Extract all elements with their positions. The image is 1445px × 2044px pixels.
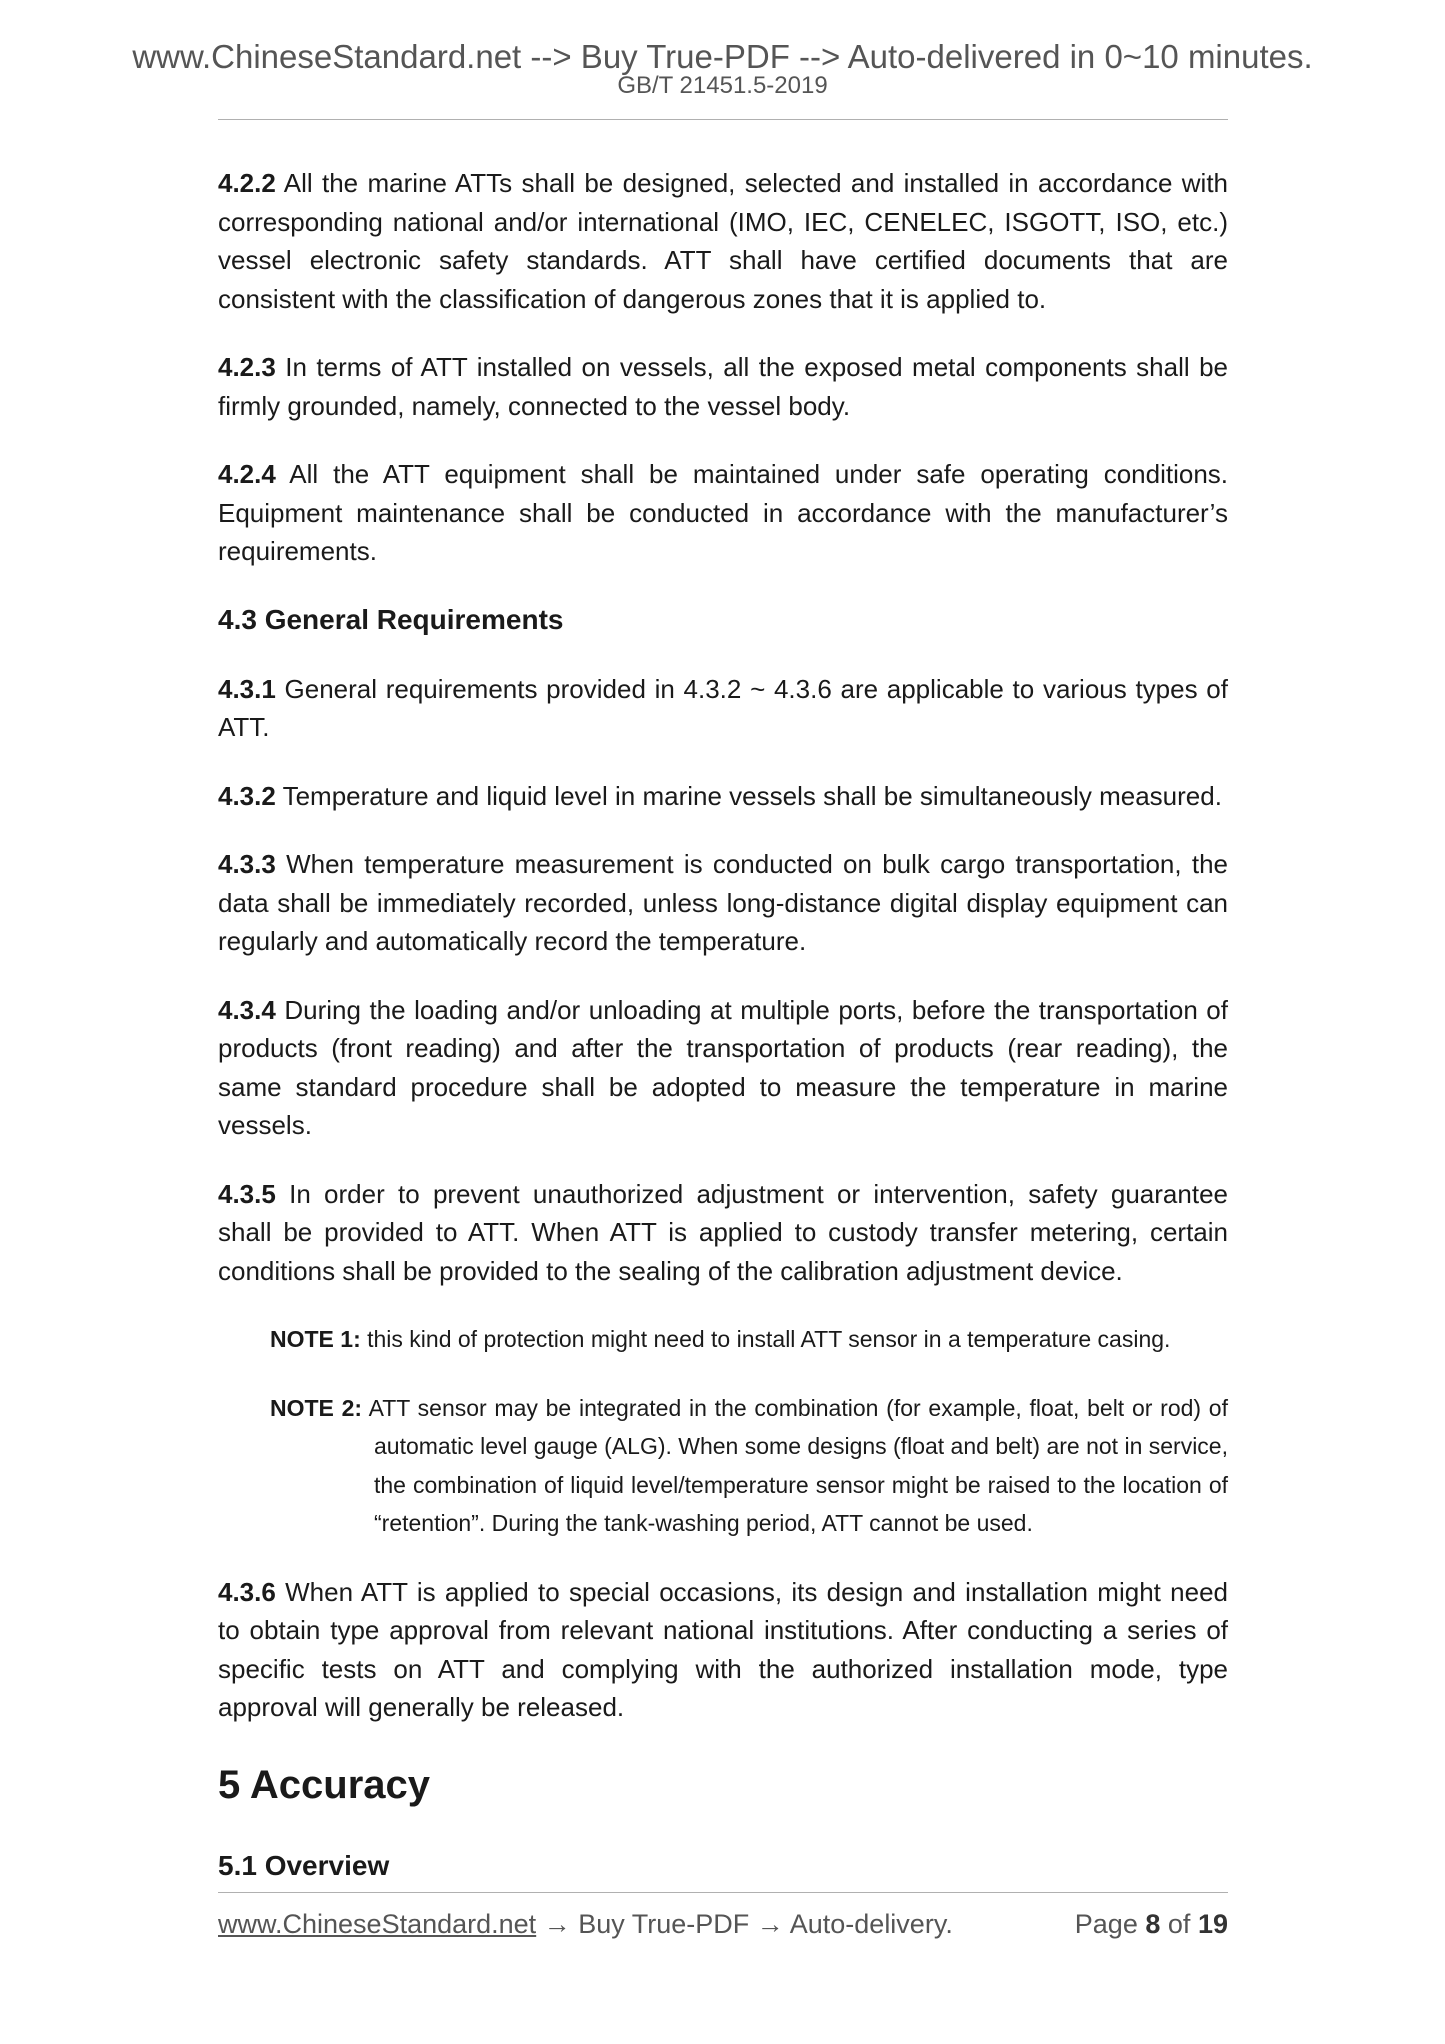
- page-word: Page: [1074, 1909, 1138, 1939]
- footer-link[interactable]: www.ChineseStandard.net: [218, 1909, 537, 1939]
- clause-number: 4.3.5: [218, 1178, 276, 1209]
- page-current: 8: [1145, 1909, 1161, 1939]
- clause-4-2-4: [218, 455, 1228, 571]
- clause-text: When ATT is applied to special occasions, its design and installation might need to obtain type approval from relevant national institutions. After conducting a series of specific tests on ATT and complying with the authorized installation mode, type approval will generally be released.: [218, 1576, 1228, 1722]
- note-label: NOTE 2:: [270, 1394, 363, 1421]
- heading-5-1: 5.1 Overview: [218, 1849, 390, 1881]
- note-1: [270, 1320, 1228, 1359]
- clause-number: 4.2.4: [218, 459, 276, 489]
- clause-text: In order to prevent unauthorized adjustment or intervention, safety guarantee shall be provided to ATT. When ATT is applied to custody transfer metering, certain conditions shall be provided to the sealing of the calibration adjustment device.: [218, 1178, 1228, 1286]
- clause-4-3-6: [218, 1573, 1228, 1727]
- footer-divider: [218, 1892, 1228, 1893]
- clause-4-3-4: [218, 991, 1228, 1145]
- page-content: [218, 164, 1228, 1916]
- clause-number: 4.3.2: [218, 780, 276, 811]
- note-text: ATT sensor may be integrated in the combination (for example, float, belt or rod) of automatic level gauge (ALG). When some designs (float and belt) are not in service, the combination of liquid level/temperature sensor might be raised to the location of “retention”. During the tank-washing period, ATT cannot be used.: [362, 1394, 1228, 1536]
- heading-5: 5 Accuracy: [218, 1762, 430, 1807]
- note-text: this kind of protection might need to install ATT sensor in a temperature casing.: [360, 1326, 1171, 1352]
- clause-text: All the ATT equipment shall be maintained under safe operating conditions. Equipment maintenance shall be conducted in accordance with the manufacturer’s requirements.: [218, 459, 1228, 566]
- page-indicator: [1075, 1909, 1228, 1940]
- of-word: of: [1167, 1909, 1191, 1939]
- clause-number: 4.3.3: [218, 849, 276, 879]
- clause-number: 4.3.4: [218, 994, 276, 1025]
- note-2: [270, 1389, 1228, 1543]
- clause-number: 4.3.6: [218, 1576, 276, 1607]
- page-total: 19: [1197, 1909, 1228, 1939]
- standard-number: GB/T 21451.5-2019: [617, 72, 828, 99]
- page-footer: [218, 1909, 1228, 1940]
- footer-tagline: → Buy True-PDF → Auto-delivery.: [536, 1909, 953, 1939]
- clause-text: In terms of ATT installed on vessels, all the exposed metal components shall be firmly grounded, namely, connected to the vessel body.: [218, 352, 1228, 421]
- clause-text: When temperature measurement is conducted on bulk cargo transportation, the data shall be immediately recorded, unless long-distance digital display equipment can regularly and automatically record the temperature.: [218, 849, 1228, 956]
- clause-4-2-3: [218, 348, 1228, 425]
- heading-4-3: 4.3 General Requirements: [218, 603, 564, 635]
- clause-text: All the marine ATTs shall be designed, selected and installed in accordance with corresponding national and/or international (IMO, IEC, CENELEC, ISGOTT, ISO, etc.) vessel electronic safety standards. ATT shall have certified documents that are consistent with the classification of dangerous zones that it is applied to.: [218, 168, 1228, 314]
- clause-4-3-5: [218, 1175, 1228, 1291]
- note-label: NOTE 1:: [270, 1326, 361, 1352]
- clause-text: Temperature and liquid level in marine vessels shall be simultaneously measured.: [275, 780, 1222, 811]
- header-divider: [218, 119, 1228, 120]
- clause-4-2-2: [218, 164, 1228, 318]
- clause-number: 4.2.2: [218, 168, 276, 198]
- clause-4-3-3: [218, 845, 1228, 961]
- clause-number: 4.2.3: [218, 352, 276, 382]
- site-banner[interactable]: www.ChineseStandard.net --> Buy True-PDF --> Auto-delivered in 0~10 minutes.: [132, 38, 1313, 75]
- clause-text: During the loading and/or unloading at multiple ports, before the transportation of products (front reading) and after the transportation of products (rear reading), the same standard procedure shall be adopted to measure the temperature in marine vessels.: [218, 994, 1228, 1140]
- clause-number: 4.3.1: [218, 673, 276, 704]
- clause-text: General requirements provided in 4.3.2 ~ 4.3.6 are applicable to various types of ATT.: [218, 673, 1228, 742]
- clause-4-3-1: [218, 670, 1228, 747]
- clause-4-3-2: [218, 777, 1228, 816]
